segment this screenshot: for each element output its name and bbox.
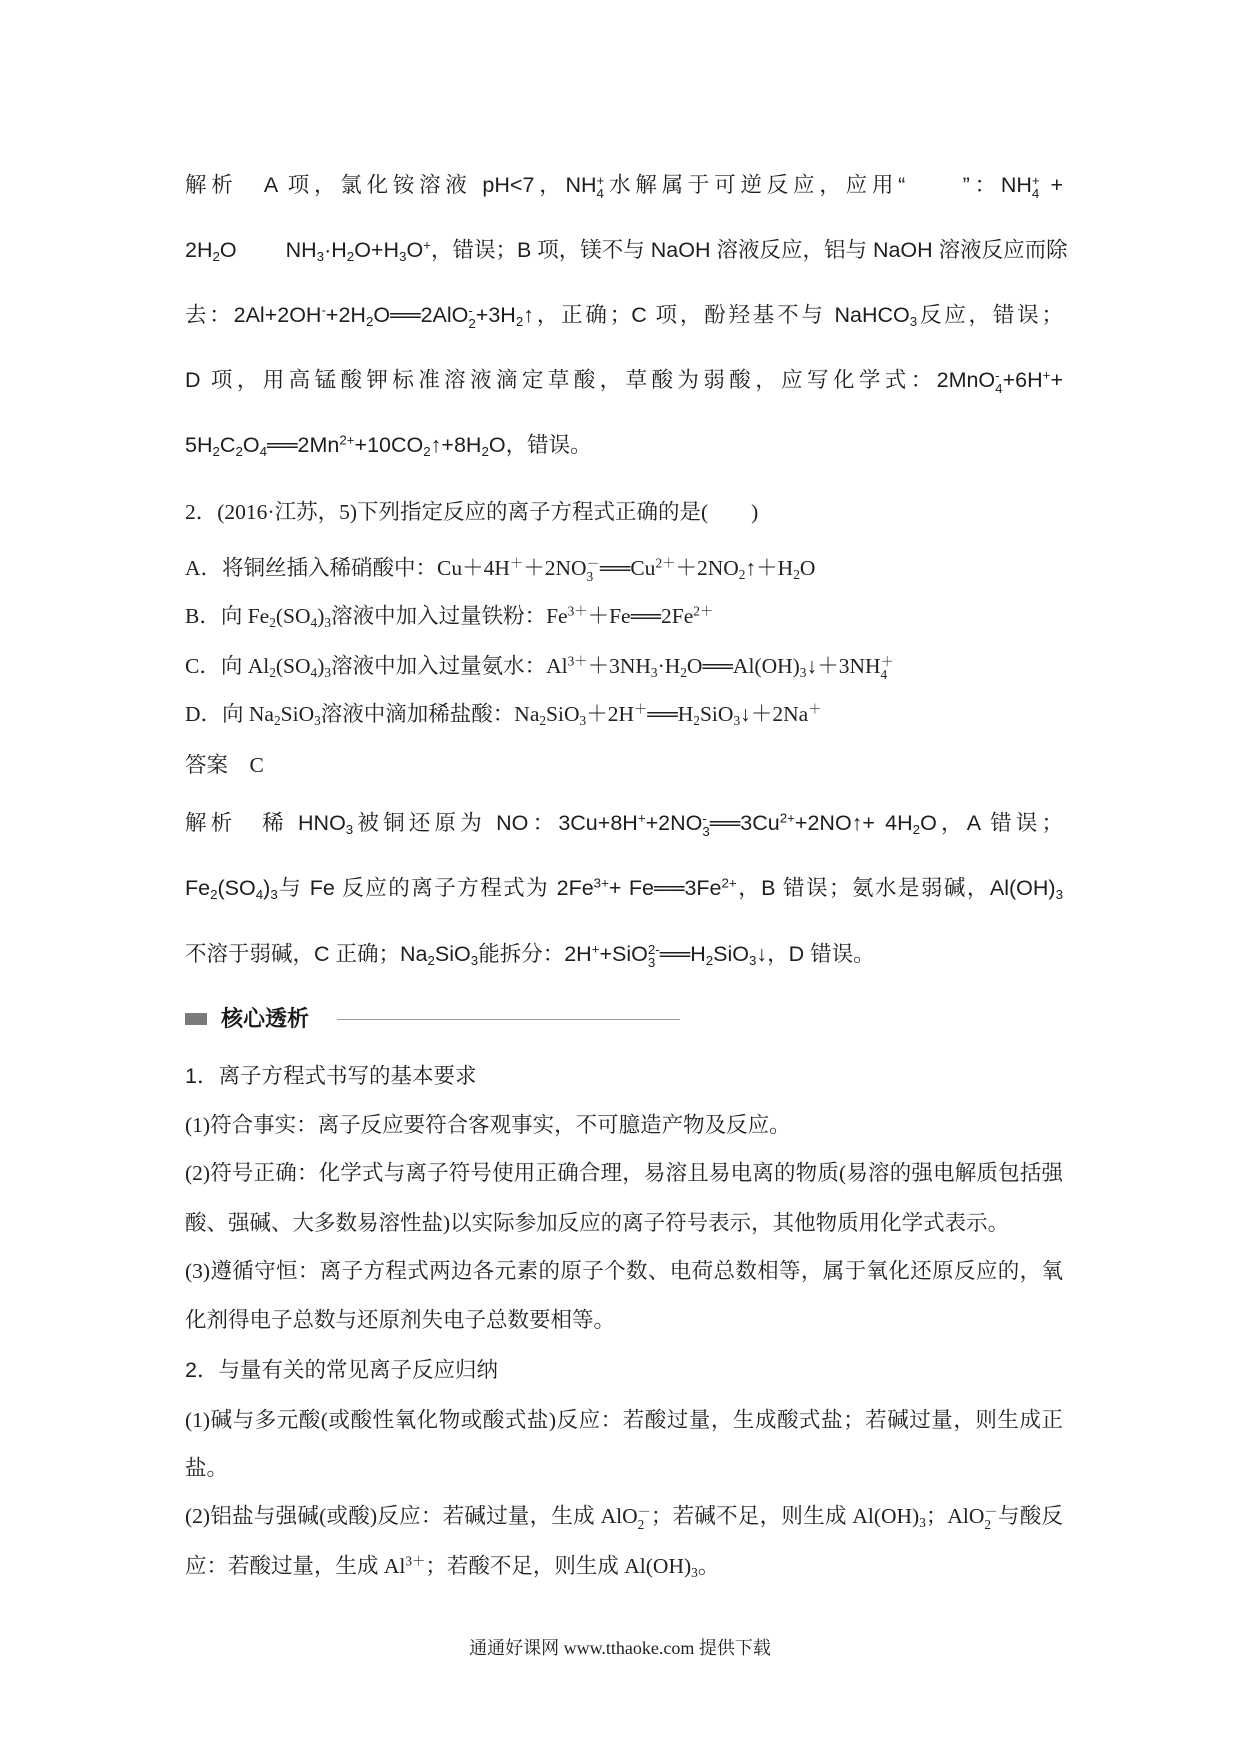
text-run: (1)符合事实：离子反应要符合客观事实，不可臆造产物及反应。	[185, 1113, 791, 1137]
subscript: 4	[255, 886, 264, 902]
text-run: O	[799, 556, 816, 580]
text-run: SiO	[280, 702, 315, 726]
text-run: O，A 错误；	[920, 811, 1063, 835]
text-run: O	[406, 238, 424, 262]
superscript: 2-	[647, 942, 660, 958]
text-run: 。	[697, 1554, 720, 1578]
text-run: ·H	[657, 654, 681, 678]
text-run: (SO	[275, 604, 311, 628]
subscript: 2	[539, 712, 547, 728]
subscript: 3	[647, 954, 656, 970]
superscript: +	[591, 941, 600, 957]
text-run: Fe	[185, 876, 211, 900]
text-run: 不溶于弱碱，C 正确；Na	[185, 942, 428, 966]
superscript: ＋	[880, 654, 894, 670]
text-run: O，错误。	[488, 433, 592, 457]
superscript: +	[1031, 173, 1040, 189]
text-run: ↓＋2Na	[740, 702, 809, 726]
subscript: 3	[270, 886, 278, 902]
text-line	[185, 808, 1063, 838]
text-line	[185, 1405, 1063, 1435]
text-run: )	[263, 876, 271, 900]
text-run: D 项，用高锰酸钾标准溶液滴定草酸，草酸为弱酸，应写化学式：2MnO	[185, 368, 996, 392]
subscript: 2	[693, 712, 700, 728]
text-run: (1)碱与多元酸(或酸性氧化物或酸式盐)反应：若酸过量，生成酸式盐；若碱过量，则生成正	[185, 1408, 1063, 1432]
text-run: (SO	[275, 654, 311, 678]
subscript: 2	[210, 886, 218, 902]
page-footer: 通通好课网 www.tthaoke.com 提供下载	[469, 1638, 771, 1658]
text-run: 去：2Al+2OH	[185, 303, 322, 327]
text-run: ＋2NO	[523, 556, 587, 580]
superscript: -	[702, 811, 707, 827]
text-run: 能拆分：2H	[478, 942, 592, 966]
text-run: ══Cu	[599, 556, 656, 580]
ion-charge-and-index	[1032, 175, 1040, 200]
section-marker-icon	[185, 1013, 207, 1025]
subscript: 3	[345, 821, 354, 837]
text-run: ；若酸不足，则生成 Al(OH)	[425, 1554, 692, 1578]
subscript: 3	[579, 712, 587, 728]
text-run: 与 Fe 反应的离子方程式为 2Fe	[277, 876, 594, 900]
text-run: )	[317, 604, 325, 628]
text-run: ，B 错误；氨水是弱碱，Al(OH)	[736, 876, 1056, 900]
subscript: 3	[799, 664, 807, 680]
text-run: O NH	[219, 238, 317, 262]
subscript: 2	[423, 443, 431, 459]
text-run: +	[1050, 368, 1063, 392]
text-run: +	[1039, 173, 1064, 197]
text-run: )	[317, 654, 325, 678]
text-run: 2H	[185, 238, 213, 262]
superscript: +	[423, 237, 431, 253]
subscript: 4	[310, 664, 318, 680]
text-run: 被铜还原为 NO：3Cu+8H	[353, 811, 638, 835]
text-run: ＋2NO	[675, 556, 739, 580]
text-run: 2．(2016·江苏，5)下列指定反应的离子方程式正确的是( )	[185, 500, 759, 524]
text-line	[185, 235, 1068, 265]
subscript: 2	[637, 1516, 645, 1532]
text-run: 酸、强碱、大多数易溶性盐)以实际参加反应的离子符号表示，其他物质用化学式表示。	[185, 1211, 1010, 1235]
subscript: 2	[793, 566, 800, 582]
superscript: 3＋	[567, 603, 588, 619]
text-run: ↓，D 错误。	[756, 942, 875, 966]
superscript: ＋	[808, 701, 822, 717]
text-run: ↑+8H	[430, 433, 482, 457]
superscript: 2+	[339, 432, 355, 448]
text-run: 与酸反	[997, 1504, 1063, 1528]
text-run: 溶液中加入过量氨水：Al	[331, 654, 568, 678]
text-run: + Fe══3Fe	[608, 876, 722, 900]
superscript: -	[995, 368, 1000, 384]
subscript: 2	[269, 614, 276, 630]
text-line	[185, 1256, 1063, 1286]
text-run: O══Al(OH)	[686, 654, 800, 678]
text-run: 2．与量有关的常见离子反应归纳	[185, 1358, 498, 1382]
subscript: 3	[470, 952, 479, 968]
subscript: 4	[995, 380, 1003, 396]
subscript: 3	[324, 664, 332, 680]
superscript: －	[984, 1504, 998, 1520]
subscript: 2	[346, 248, 355, 264]
subscript: 2	[427, 952, 435, 968]
option-a	[185, 553, 1063, 583]
subscript: 3	[909, 313, 918, 329]
ion-charge-and-index	[984, 1506, 997, 1531]
ion-charge-and-index	[468, 305, 475, 330]
subscript: 3	[691, 1564, 698, 1580]
text-run: 应：若酸过量，生成 Al	[185, 1554, 406, 1578]
superscript: +	[637, 810, 646, 826]
text-run: (2)符号正确：化学式与离子符号使用正确合理，易溶且易电离的物质(易溶的强电解质包括强	[185, 1161, 1063, 1185]
text-line	[185, 365, 1063, 395]
ion-charge-and-index	[702, 813, 709, 838]
superscript: －	[637, 1504, 651, 1520]
subscript: 3	[316, 248, 325, 264]
subscript: 4	[596, 185, 604, 201]
text-run: ，错误；B 项，镁不与 NaOH 溶液反应，铝与 NaOH 溶液反应而除	[430, 238, 1068, 262]
subscript: 4	[880, 666, 888, 682]
subscript: 3	[733, 712, 741, 728]
text-run: 5H	[185, 433, 213, 457]
text-run: O+H	[354, 238, 400, 262]
superscript: +	[596, 173, 605, 189]
text-line	[185, 170, 1063, 200]
subsection-title	[185, 1061, 1063, 1091]
subscript: 3	[324, 614, 332, 630]
subscript: 3	[399, 248, 407, 264]
subscript: 2	[705, 952, 714, 968]
text-run: 反应，错误；	[917, 303, 1063, 327]
text-line	[185, 1110, 1063, 1140]
superscript: －	[586, 556, 600, 572]
text-line	[185, 430, 1063, 460]
text-line	[185, 1305, 1063, 1335]
subscript: 4	[310, 614, 318, 630]
text-run: (SO	[217, 876, 256, 900]
text-run: SiO	[434, 942, 471, 966]
subscript: 3	[1055, 886, 1063, 902]
text-line	[185, 1453, 1063, 1483]
text-run: 水解属于可逆反应，应用“ ”：NH	[604, 173, 1032, 197]
text-run: ↓＋3NH	[806, 654, 881, 678]
text-run: C．向 Al	[185, 654, 270, 678]
text-run: +6H	[1002, 368, 1043, 392]
answer-line	[185, 750, 1063, 780]
ion-charge-and-index	[995, 370, 1002, 395]
subscript: 3	[749, 952, 757, 968]
text-run: O	[242, 433, 260, 457]
text-run: SiO	[699, 702, 734, 726]
subscript: 2	[680, 664, 687, 680]
text-line	[185, 1551, 1063, 1581]
text-run: ；AlO	[925, 1504, 985, 1528]
text-run: (3)遵循守恒：离子方程式两边各元素的原子个数、电荷总数相等，属于氧化还原反应的，氧	[185, 1259, 1063, 1283]
text-run: ══3Cu	[709, 811, 780, 835]
text-run: +2NO↑+ 4H	[794, 811, 913, 835]
text-run: O══2AlO	[373, 303, 469, 327]
text-run: ·H	[324, 238, 347, 262]
text-line	[185, 1158, 1063, 1188]
text-run: 解析 稀 HNO	[185, 811, 346, 835]
superscript: ＋	[633, 701, 648, 717]
text-run: +2NO	[645, 811, 703, 835]
text-run: ＋2H	[586, 702, 634, 726]
superscript: 2+	[779, 810, 795, 826]
ion-charge-and-index	[638, 1506, 651, 1531]
text-run: 盐。	[185, 1456, 229, 1480]
subscript: 3	[650, 664, 658, 680]
text-line	[185, 1208, 1063, 1238]
subscript: 2	[738, 566, 746, 582]
ion-charge-and-index	[587, 558, 600, 583]
superscript: 2＋	[655, 555, 676, 571]
text-run: ══2Mn	[267, 433, 340, 457]
text-run: 化剂得电子总数与还原剂失电子总数要相等。	[185, 1308, 616, 1332]
option-d	[185, 699, 1063, 729]
text-run: A．将铜丝插入稀硝酸中：Cu＋4H	[185, 556, 510, 580]
subscript: 2	[212, 443, 220, 459]
superscript: ＋	[509, 555, 524, 571]
superscript: +	[1042, 367, 1051, 383]
question-stem	[185, 497, 1063, 527]
subscript: 3	[586, 568, 594, 584]
text-line	[185, 939, 1063, 969]
superscript: -	[321, 302, 326, 318]
subscript: 2	[481, 443, 489, 459]
text-run: ↑，正确；C 项，酚羟基不与 NaHCO	[523, 303, 910, 327]
text-run: C	[219, 433, 236, 457]
superscript: 3+	[593, 875, 609, 891]
text-run: 溶液中加入过量铁粉：Fe	[331, 604, 568, 628]
subscript: 2	[273, 712, 281, 728]
subscript: 3	[314, 712, 321, 728]
subscript: 3	[702, 823, 710, 839]
superscript: 2+	[721, 875, 737, 891]
subscript: 3	[919, 1514, 926, 1530]
text-run: ＋Fe══2Fe	[587, 604, 694, 628]
section-divider	[337, 1019, 680, 1020]
subscript: 2	[365, 313, 374, 329]
text-run: +3H	[475, 303, 516, 327]
ion-charge-and-index	[648, 944, 660, 969]
superscript: 3＋	[567, 653, 588, 669]
text-run: +10CO	[354, 433, 424, 457]
text-line	[185, 873, 1063, 903]
text-run: +2H	[325, 303, 366, 327]
text-run: 解析 A 项，氯化铵溶液 pH<7，NH	[185, 173, 597, 197]
ion-charge-and-index	[881, 656, 894, 681]
text-run: ＋3NH	[587, 654, 651, 678]
subscript: 2	[269, 664, 276, 680]
text-run: ↑＋H	[745, 556, 794, 580]
subscript: 2	[212, 248, 220, 264]
text-run: ══H	[659, 942, 706, 966]
subscript: 2	[984, 1516, 992, 1532]
text-run: ══H	[647, 702, 694, 726]
superscript: 2＋	[693, 603, 714, 619]
subscript: 4	[1031, 185, 1040, 201]
text-run: ；若碱不足，则生成 Al(OH)	[650, 1504, 920, 1528]
superscript: -	[468, 303, 473, 319]
subscript: 2	[235, 443, 243, 459]
option-b	[185, 601, 1063, 631]
subscript: 2	[912, 821, 921, 837]
subscript: 2	[468, 315, 476, 331]
subscript: 4	[259, 443, 268, 459]
section-heading: 核心透析	[221, 1006, 310, 1031]
subscript: 2	[515, 313, 524, 329]
text-run: 溶液中滴加稀盐酸：Na	[320, 702, 540, 726]
text-run: +SiO	[599, 942, 648, 966]
text-run: (2)铝盐与强碱(或酸)反应：若碱过量，生成 AlO	[185, 1504, 638, 1528]
text-line	[185, 300, 1063, 330]
text-run: 1．离子方程式书写的基本要求	[185, 1064, 477, 1088]
text-line	[185, 1501, 1063, 1531]
text-run: D．向 Na	[185, 702, 274, 726]
text-run: SiO	[713, 942, 749, 966]
text-run: 答案 C	[185, 753, 264, 777]
option-c	[185, 651, 1063, 681]
superscript: 3＋	[405, 1553, 426, 1569]
subsection-title	[185, 1355, 1063, 1385]
text-run: B．向 Fe	[185, 604, 270, 628]
text-run: SiO	[546, 702, 580, 726]
